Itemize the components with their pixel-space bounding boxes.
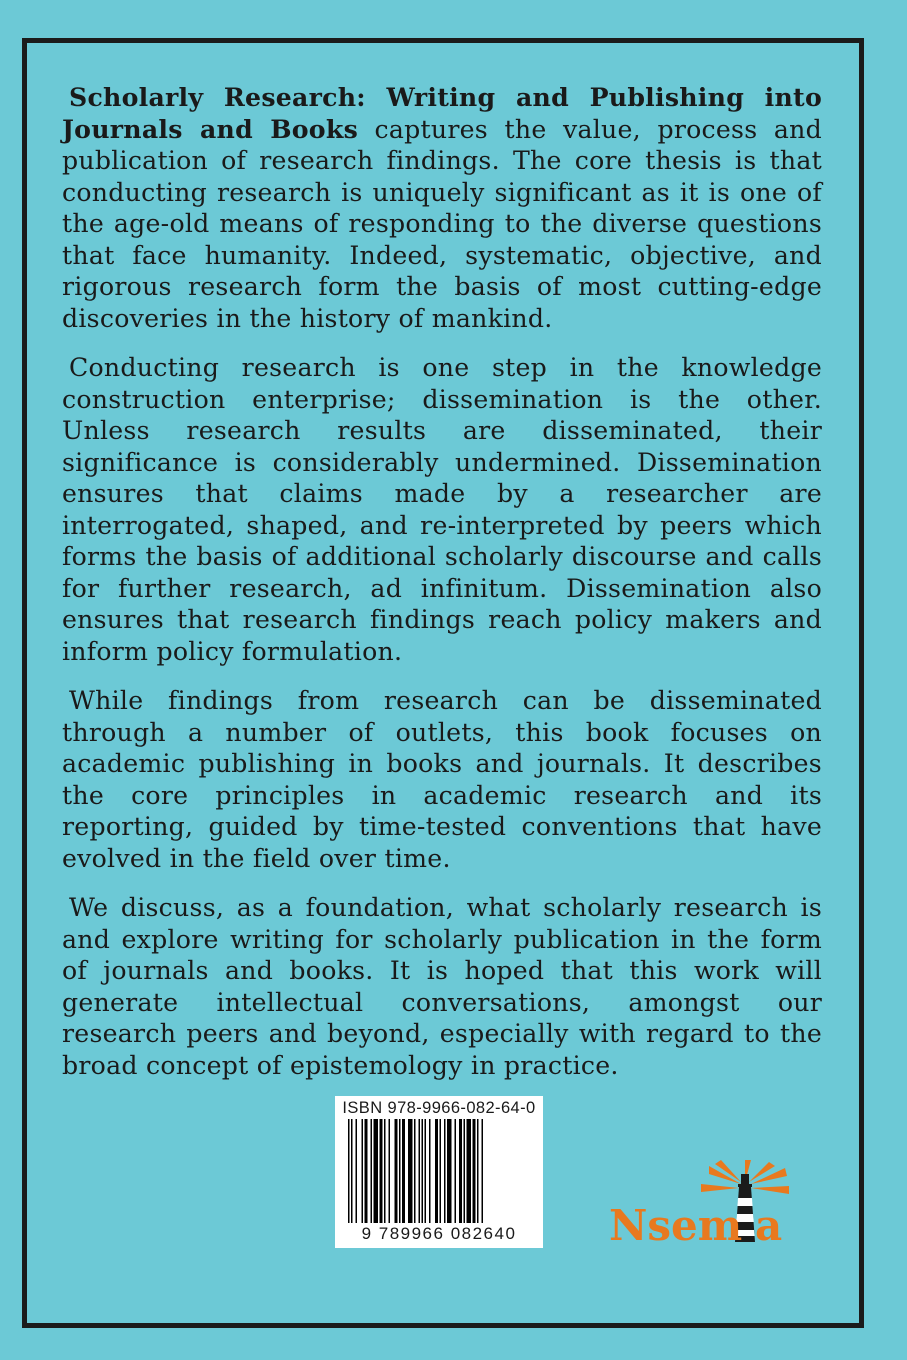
isbn-label: ISBN 978-9966-082-64-0 [342,1099,536,1117]
isbn-barcode [335,1096,543,1248]
logo-text-right: a [755,1201,783,1250]
publisher-logo [605,1160,795,1256]
barcode-digits: 9 789966 082640 [361,1224,517,1243]
barcode-bars [346,1119,532,1223]
blurb-text [62,82,822,1099]
logo-text-left: Nsem [609,1201,743,1250]
blurb-paragraph-1-body: captures the value, process and publication of research findings. The core thesis is that conducting research is uniquely significant as it is one of the age-old means of responding to the diverse questions that face humanity. Indeed, systematic, objective, and rigorous research form the basis of most cutting-edge discoveries in the history of mankind. [62,114,823,333]
blurb-paragraph-2: Conducting research is one step in the knowledge construction enterprise; dissemination is the other. Unless research results are disseminated, their significance is considerably undermined. Dissemination ensures that claims made by a researcher are interrogated, shaped, and re-interpreted by peers which forms the basis of additional scholarly discourse and calls for further research, ad infinitum. Dissemination also ensures that research findings reach policy makers and inform policy formulation. [62,353,822,666]
lighthouse-icon [605,1160,795,1256]
blurb-paragraph-3: While findings from research can be disseminated through a number of outlets, this book focuses on academic publishing in books and journals. It describes the core principles in academic research and its reporting, guided by time-tested conventions that have evolved in the field over time. [62,686,822,873]
blurb-paragraph-4: We discuss, as a foundation, what scholarly research is and explore writing for scholarly publication in the form of journals and books. It is hoped that this work will generate intellectual conversations, amongst our research peers and beyond, especially with regard to the broad concept of epistemology in practice. [62,893,822,1080]
blurb-paragraph-1 [62,82,822,334]
book-title-inline: Scholarly Research: Writing and Publishing into Journals and Books [62,82,822,144]
